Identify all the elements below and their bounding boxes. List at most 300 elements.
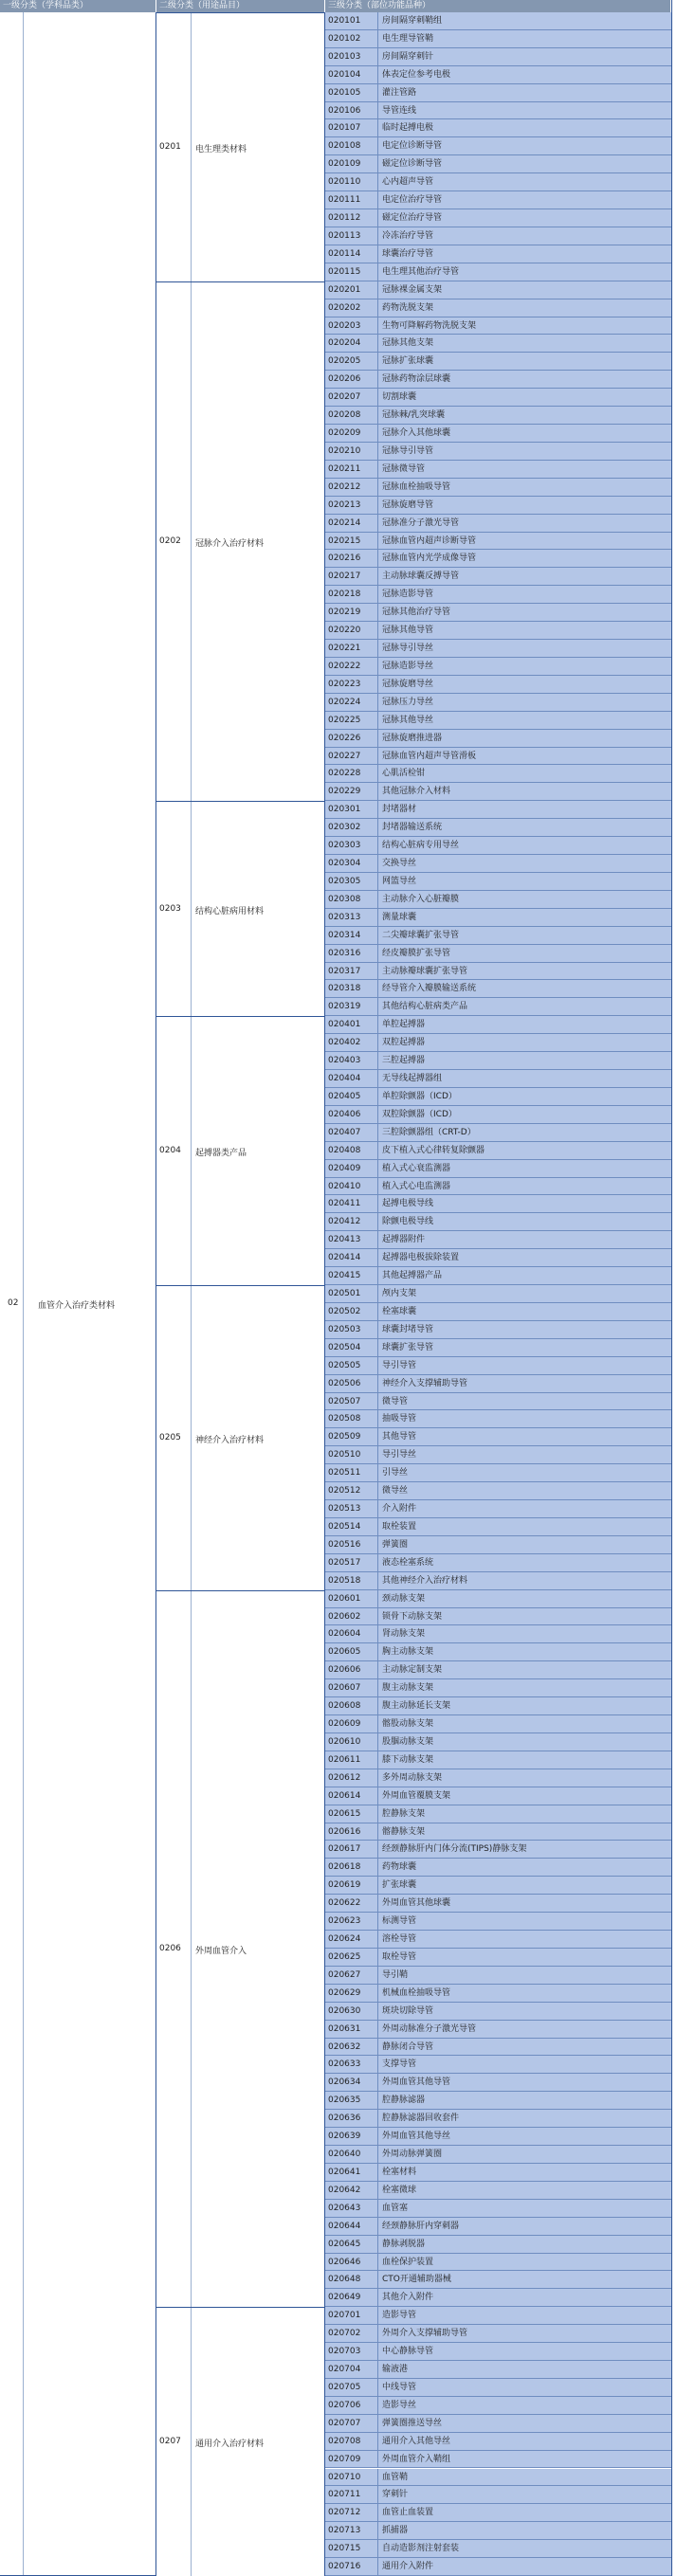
level1-divider — [23, 12, 24, 2575]
level3-name: 静脉剥脱器 — [382, 2239, 426, 2249]
level3-code: 020606 — [328, 1665, 361, 1676]
level3-code: 020410 — [328, 1181, 361, 1191]
level3-name: 栓塞微球 — [382, 2185, 417, 2195]
level3-code: 020636 — [328, 2113, 361, 2124]
level3-code: 020114 — [328, 248, 361, 259]
level3-name: 冠脉其他导管 — [382, 626, 434, 636]
level2-cell — [156, 2307, 325, 2576]
level3-code: 020625 — [328, 1951, 361, 1962]
level3-divider — [377, 2039, 378, 2056]
level3-divider — [377, 335, 378, 352]
level3-code: 020627 — [328, 1969, 361, 1980]
level3-divider — [377, 371, 378, 388]
level3-code: 020510 — [328, 1450, 361, 1460]
level3-divider — [377, 622, 378, 639]
level3-name: 二尖瓣球囊扩张导管 — [382, 930, 460, 940]
level3-divider — [377, 1249, 378, 1266]
level3-name: 多外周动脉支架 — [382, 1772, 443, 1783]
level3-name: 栓塞球囊 — [382, 1306, 417, 1316]
level2-divider — [191, 1017, 192, 1285]
level3-row — [325, 694, 671, 712]
level3-divider — [377, 1285, 378, 1302]
level3-divider — [377, 1106, 378, 1123]
level3-code: 020602 — [328, 1611, 361, 1622]
level3-name: 造影导管 — [382, 2311, 417, 2321]
level3-code: 020109 — [328, 159, 361, 170]
level3-name: 股腘动脉支架 — [382, 1736, 434, 1747]
level3-code: 020214 — [328, 517, 361, 528]
level1-cell — [0, 12, 156, 2576]
level3-row — [325, 461, 671, 479]
level3-divider — [377, 443, 378, 460]
level3-divider — [377, 30, 378, 47]
level3-code: 020301 — [328, 805, 361, 815]
level3-row — [325, 137, 671, 155]
level3-row — [325, 1464, 671, 1482]
level3-code: 020221 — [328, 644, 361, 654]
level3-code: 020511 — [328, 1468, 361, 1478]
level3-code: 020219 — [328, 608, 361, 618]
level3-divider — [377, 1213, 378, 1230]
level3-row — [325, 748, 671, 766]
level3-row — [325, 2433, 671, 2451]
level3-name: 膝下动脉支架 — [382, 1754, 434, 1765]
level3-code: 020711 — [328, 2490, 361, 2500]
level3-divider — [377, 1949, 378, 1966]
level3-divider — [377, 748, 378, 765]
level3-name: 其他结构心脏病类产品 — [382, 1002, 468, 1012]
level3-divider — [377, 963, 378, 980]
level3-name: 起搏电极导线 — [382, 1199, 434, 1209]
level3-code: 020228 — [328, 769, 361, 779]
level3-row — [325, 1643, 671, 1661]
level3-divider — [377, 586, 378, 603]
level3-row — [325, 2343, 671, 2361]
level3-name: 腔静脉滤器 — [382, 2095, 426, 2106]
level3-name: 冠脉血管内超声诊断导管 — [382, 535, 477, 546]
level3-name: 冠脉药物涂层球囊 — [382, 374, 451, 385]
level3-divider — [377, 2343, 378, 2360]
level3-name: 输液港 — [382, 2365, 409, 2374]
level3-divider — [377, 1195, 378, 1212]
level3-row — [325, 353, 671, 371]
level3-code: 020505 — [328, 1360, 361, 1370]
level3-divider — [377, 550, 378, 567]
level3-name: 腔静脉滤器回收套件 — [382, 2113, 460, 2124]
level2-name: 外周血管介入 — [195, 1946, 247, 1956]
level3-code: 020108 — [328, 141, 361, 152]
level3-divider — [377, 407, 378, 424]
level3-code: 020216 — [328, 553, 361, 564]
level3-divider — [377, 1428, 378, 1445]
level2-code: 0207 — [159, 2437, 181, 2447]
level3-code: 020616 — [328, 1826, 361, 1837]
level3-row — [325, 1393, 671, 1411]
level3-divider — [377, 1231, 378, 1248]
level3-divider — [377, 1536, 378, 1553]
level3-code: 020110 — [328, 177, 361, 188]
level3-divider — [377, 2307, 378, 2324]
level3-row — [325, 2074, 671, 2092]
level1-name: 血管介入治疗类材料 — [38, 1301, 116, 1311]
level3-row — [325, 1697, 671, 1715]
level2-name: 起搏器类产品 — [195, 1149, 247, 1159]
level3-divider — [377, 1931, 378, 1948]
level3-divider — [377, 2469, 378, 2486]
level3-code: 020706 — [328, 2400, 361, 2410]
level3-name: 其他导管 — [382, 1432, 417, 1442]
level3-code: 020612 — [328, 1772, 361, 1783]
level3-name: 外周介入支撑辅助导管 — [382, 2329, 468, 2339]
level3-divider — [377, 2415, 378, 2432]
level3-divider — [377, 2056, 378, 2073]
level3-name: 微导管 — [382, 1396, 409, 1406]
level3-code: 020707 — [328, 2418, 361, 2428]
level3-row — [325, 1518, 671, 1536]
level3-row — [325, 1751, 671, 1769]
level3-code: 020206 — [328, 374, 361, 385]
level3-name: 三腔起搏器 — [382, 1056, 426, 1066]
level3-code: 020619 — [328, 1880, 361, 1891]
level3-name: 电生理导管鞘 — [382, 33, 434, 44]
level3-name: 单腔起搏器 — [382, 1020, 426, 1030]
level3-divider — [377, 1859, 378, 1876]
level3-code: 020215 — [328, 535, 361, 546]
level3-divider — [377, 2379, 378, 2396]
level3-name: 腔静脉支架 — [382, 1808, 426, 1819]
level3-code: 020411 — [328, 1199, 361, 1209]
sheet-right-border — [671, 0, 672, 2576]
level3-row — [325, 497, 671, 515]
level3-code: 020624 — [328, 1934, 361, 1945]
level2-name: 结构心脏病用材料 — [195, 906, 265, 916]
level3-name: 机械血栓抽吸导管 — [382, 1987, 451, 1998]
level3-divider — [377, 209, 378, 227]
level3-name: 经颈静脉肝内穿刺器 — [382, 2221, 460, 2231]
level3-row — [325, 425, 671, 443]
level3-name: 微导丝 — [382, 1486, 409, 1497]
level3-code: 020649 — [328, 2293, 361, 2303]
level3-name: 冠脉其他治疗导管 — [382, 608, 451, 618]
level3-name: 三腔除颤器组（CRT-D） — [382, 1127, 476, 1137]
level3-code: 020715 — [328, 2544, 361, 2554]
level2-cell — [156, 1285, 325, 1590]
level3-divider — [377, 837, 378, 854]
level3-divider — [377, 1590, 378, 1607]
level3-code: 020406 — [328, 1109, 361, 1119]
level3-divider — [377, 855, 378, 872]
level2-cell — [156, 12, 325, 281]
level3-divider — [377, 2397, 378, 2414]
level3-row — [325, 1231, 671, 1249]
level3-divider — [377, 909, 378, 926]
level2-name: 神经介入治疗材料 — [195, 1435, 265, 1445]
level2-divider — [191, 2308, 192, 2576]
level3-row — [325, 12, 671, 30]
level3-name: 冠脉压力导丝 — [382, 697, 434, 707]
level3-name: 颈动脉支架 — [382, 1593, 426, 1604]
level3-code: 020512 — [328, 1486, 361, 1497]
level3-code: 020318 — [328, 984, 361, 994]
level3-divider — [377, 461, 378, 478]
level3-divider — [377, 2110, 378, 2127]
level3-divider — [377, 497, 378, 514]
level3-name: 其他起搏器产品 — [382, 1271, 443, 1281]
level3-name: 无导线起搏器组 — [382, 1074, 443, 1084]
level3-code: 020305 — [328, 876, 361, 886]
level3-row — [325, 533, 671, 551]
level3-name: 腹主动脉延长支架 — [382, 1701, 451, 1712]
level3-code: 020712 — [328, 2508, 361, 2518]
level3-divider — [377, 2451, 378, 2468]
level3-divider — [377, 2271, 378, 2288]
level3-code: 020408 — [328, 1145, 361, 1155]
level3-name: 冠脉造影导管 — [382, 590, 434, 600]
level3-divider — [377, 927, 378, 944]
level3-name: 冠脉旋磨导丝 — [382, 679, 434, 689]
level3-row — [325, 1016, 671, 1034]
level3-name: 主动脉定制支架 — [382, 1665, 443, 1676]
level3-code: 020633 — [328, 2059, 361, 2070]
level3-code: 020506 — [328, 1378, 361, 1388]
level3-divider — [377, 2540, 378, 2557]
level3-row — [325, 515, 671, 533]
level3-divider — [377, 1643, 378, 1660]
level3-row — [325, 1859, 671, 1877]
level3-code: 020224 — [328, 697, 361, 707]
level3-divider — [377, 1267, 378, 1284]
level3-divider — [377, 1554, 378, 1571]
level3-code: 020716 — [328, 2562, 361, 2572]
level3-name: 溶栓导管 — [382, 1934, 417, 1945]
level3-divider — [377, 1967, 378, 1984]
level3-name: 血管止血装置 — [382, 2508, 434, 2518]
level2-code: 0201 — [159, 141, 181, 152]
level3-row — [325, 676, 671, 694]
level3-row — [325, 1052, 671, 1070]
level3-name: 支撑导管 — [382, 2059, 417, 2070]
level3-name: 导引导管 — [382, 1360, 417, 1370]
level3-row — [325, 1913, 671, 1931]
level3-code: 020212 — [328, 481, 361, 492]
level3-divider — [377, 1339, 378, 1356]
level3-divider — [377, 1357, 378, 1374]
level3-code: 020703 — [328, 2347, 361, 2357]
level3-divider — [377, 2200, 378, 2217]
level3-row — [325, 2379, 671, 2397]
level3-row — [325, 837, 671, 855]
level3-row — [325, 2039, 671, 2057]
level3-divider — [377, 1787, 378, 1805]
level3-code: 020504 — [328, 1342, 361, 1352]
level3-divider — [377, 945, 378, 962]
level3-divider — [377, 2433, 378, 2450]
level3-row — [325, 550, 671, 568]
level3-name: 导引鞘 — [382, 1969, 409, 1980]
level3-divider — [377, 191, 378, 209]
level3-divider — [377, 1572, 378, 1589]
level3-code: 020508 — [328, 1414, 361, 1424]
level3-name: 血栓保护装置 — [382, 2257, 434, 2267]
level3-code: 020101 — [328, 16, 361, 26]
level3-code: 020211 — [328, 463, 361, 474]
level3-row — [325, 48, 671, 66]
level3-name: 栓塞材料 — [382, 2167, 417, 2177]
level3-divider — [377, 155, 378, 172]
level3-row — [325, 2056, 671, 2074]
level3-name: 体表定位参考电极 — [382, 69, 451, 80]
level3-name: 自动造影剂注射套装 — [382, 2544, 460, 2554]
level3-name: 斑块切除导管 — [382, 2005, 434, 2016]
level3-divider — [377, 1303, 378, 1320]
level3-row — [325, 2307, 671, 2325]
level3-name: 颅内支架 — [382, 1289, 417, 1299]
level3-row — [325, 1303, 671, 1321]
level3-row — [325, 227, 671, 245]
level3-code: 020608 — [328, 1701, 361, 1712]
level3-divider — [377, 2182, 378, 2199]
level3-code: 020304 — [328, 859, 361, 869]
level3-name: 冠脉棘/乳突球囊 — [382, 410, 446, 421]
level3-row — [325, 2325, 671, 2343]
level3-divider — [377, 2218, 378, 2235]
level3-code: 020605 — [328, 1647, 361, 1658]
level3-code: 020701 — [328, 2311, 361, 2321]
level3-name: 胸主动脉支架 — [382, 1647, 434, 1658]
level3-row — [325, 2504, 671, 2522]
level3-divider — [377, 980, 378, 997]
level3-divider — [377, 2128, 378, 2145]
level3-code: 020207 — [328, 392, 361, 403]
level3-name: 结构心脏病专用导丝 — [382, 841, 460, 851]
level3-divider — [377, 873, 378, 890]
level3-row — [325, 622, 671, 640]
level3-divider — [377, 604, 378, 621]
level3-code: 020629 — [328, 1987, 361, 1998]
level3-row — [325, 1070, 671, 1088]
level2-code: 0203 — [159, 903, 181, 914]
level3-code: 020302 — [328, 823, 361, 833]
level3-name: 外周动脉弹簧圈 — [382, 2150, 443, 2159]
level3-divider — [377, 1178, 378, 1195]
level3-name: 生物可降解药物洗脱支架 — [382, 320, 477, 331]
level3-name: 双腔起搏器 — [382, 1038, 426, 1048]
level3-name: 单腔除颤器（ICD） — [382, 1091, 457, 1101]
level3-row — [325, 963, 671, 981]
level3-name: 其他冠脉介入材料 — [382, 787, 451, 797]
level3-divider — [377, 1321, 378, 1338]
level3-row — [325, 1679, 671, 1697]
level2-divider — [191, 282, 192, 802]
level3-row — [325, 1590, 671, 1608]
level3-row — [325, 873, 671, 891]
level3-divider — [377, 2504, 378, 2521]
level3-divider — [377, 515, 378, 532]
level3-code: 020632 — [328, 2041, 361, 2052]
level3-row — [325, 1733, 671, 1751]
level3-code: 020648 — [328, 2275, 361, 2285]
level3-name: 封堵器输送系统 — [382, 823, 443, 833]
level3-code: 020645 — [328, 2239, 361, 2249]
level3-name: 神经介入支撑辅助导管 — [382, 1378, 468, 1388]
level3-code: 020107 — [328, 123, 361, 134]
level3-code: 020609 — [328, 1719, 361, 1730]
level3-name: 冠脉血管内超声导管滑板 — [382, 751, 477, 761]
level3-code: 020622 — [328, 1898, 361, 1909]
level3-name: 冠脉微导管 — [382, 463, 426, 474]
level3-divider — [377, 765, 378, 782]
level3-name: 弹簧圈 — [382, 1539, 409, 1550]
level3-divider — [377, 1715, 378, 1732]
level3-name: 外周血管其他导丝 — [382, 2132, 451, 2142]
level3-code: 020634 — [328, 2077, 361, 2088]
level3-code: 020502 — [328, 1306, 361, 1316]
level3-row — [325, 443, 671, 461]
level3-code: 020102 — [328, 33, 361, 44]
level3-code: 020208 — [328, 410, 361, 421]
level3-code: 020414 — [328, 1253, 361, 1263]
level3-name: 液态栓塞系统 — [382, 1557, 434, 1568]
level3-divider — [377, 2074, 378, 2091]
level3-name: 封堵器材 — [382, 805, 417, 815]
level3-divider — [377, 2146, 378, 2163]
level3-code: 020412 — [328, 1217, 361, 1227]
level3-code: 020402 — [328, 1038, 361, 1048]
level3-divider — [377, 2254, 378, 2271]
level3-row — [325, 299, 671, 317]
level3-name: 髂静脉支架 — [382, 1826, 426, 1837]
level3-divider — [377, 1410, 378, 1427]
level3-row — [325, 586, 671, 604]
level3-row — [325, 2361, 671, 2379]
level3-row — [325, 2128, 671, 2146]
level3-name: 冠脉造影导丝 — [382, 661, 434, 671]
level3-row — [325, 2200, 671, 2218]
level3-code: 020203 — [328, 320, 361, 331]
level3-name: 植入式心衰监测器 — [382, 1163, 451, 1173]
level3-code: 020404 — [328, 1074, 361, 1084]
level3-row — [325, 2469, 671, 2487]
level3-row — [325, 1357, 671, 1375]
level3-name: 冠脉其他支架 — [382, 338, 434, 349]
level3-name: 引导丝 — [382, 1468, 409, 1478]
level3-code: 020319 — [328, 1002, 361, 1012]
level3-name: 其他神经介入治疗材料 — [382, 1575, 468, 1586]
level3-code: 020113 — [328, 230, 361, 241]
level3-code: 020201 — [328, 284, 361, 295]
level3-code: 020623 — [328, 1916, 361, 1927]
level3-row — [325, 1446, 671, 1464]
level3-name: 主动脉瓣球囊扩张导管 — [382, 966, 468, 976]
level3-row — [325, 1482, 671, 1500]
level3-row — [325, 945, 671, 963]
level3-name: 冠脉血管内光学成像导管 — [382, 553, 477, 564]
level3-divider — [377, 1464, 378, 1481]
level3-name: 冠脉旋磨导管 — [382, 499, 434, 510]
level3-row — [325, 1213, 671, 1231]
level3-row — [325, 712, 671, 730]
level2-divider — [191, 802, 192, 1016]
level3-code: 020617 — [328, 1844, 361, 1855]
level3-code: 020210 — [328, 445, 361, 456]
level3-name: 抓捕器 — [382, 2526, 409, 2536]
level3-row — [325, 2021, 671, 2039]
level3-name: 网篮导丝 — [382, 876, 417, 886]
level3-row — [325, 2540, 671, 2558]
level3-code: 020601 — [328, 1593, 361, 1604]
level3-name: 房间隔穿刺针 — [382, 51, 434, 62]
level3-code: 020308 — [328, 894, 361, 904]
